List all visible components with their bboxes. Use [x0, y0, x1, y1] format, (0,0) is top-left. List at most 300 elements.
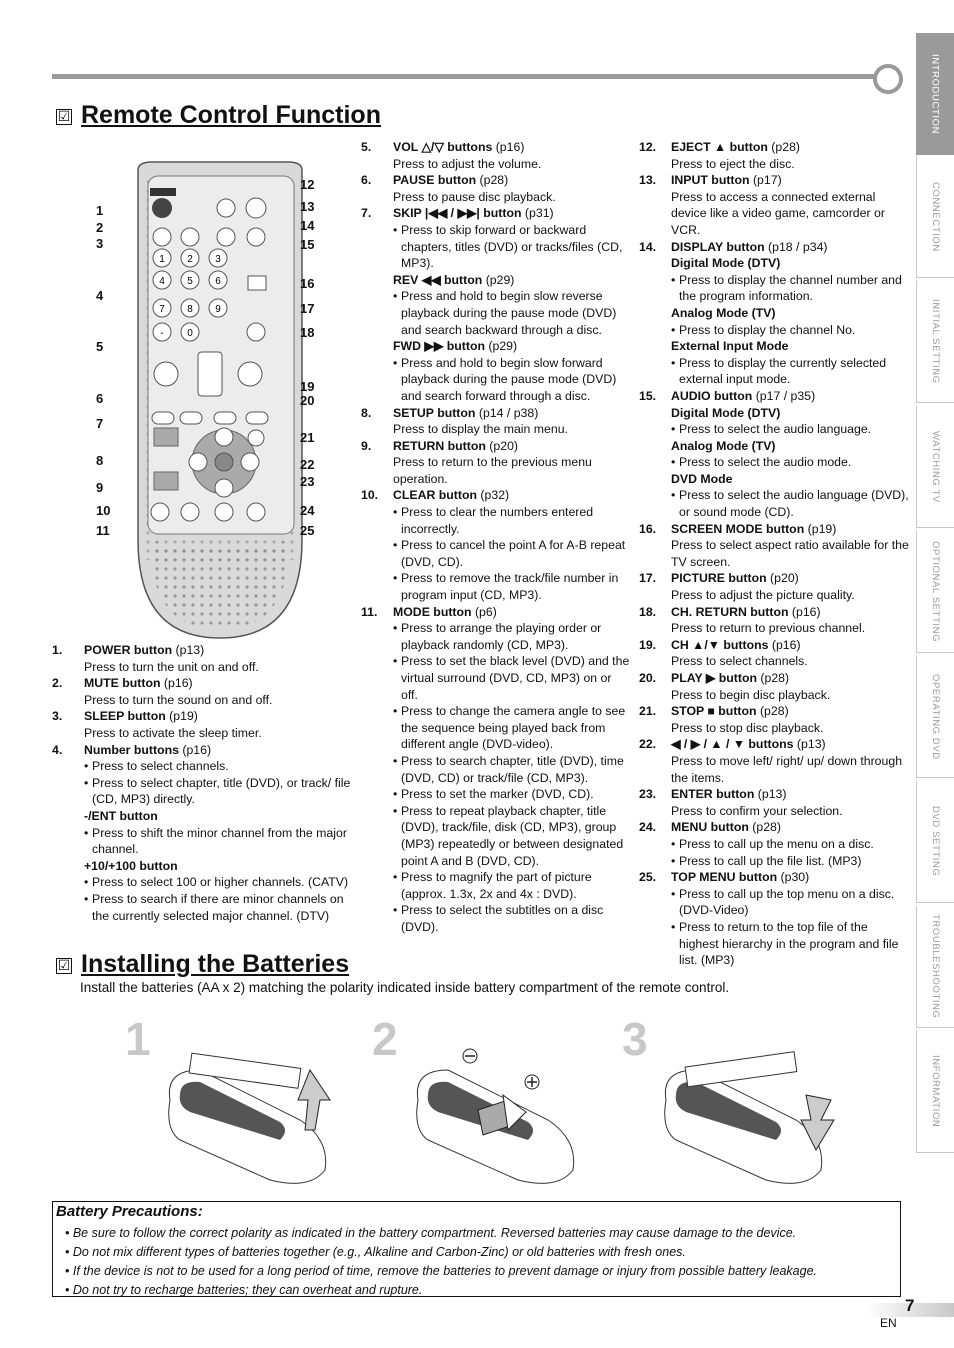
sub-heading	[671, 438, 909, 455]
item-desc: Press to return to previous channel.	[671, 621, 866, 636]
sub-heading	[671, 405, 909, 422]
item-body	[393, 487, 631, 603]
install-instructions: Install the batteries (AA x 2) matching the polarity indicated inside battery compartment of the remote control.	[80, 980, 730, 995]
item-desc: Press to eject the disc.	[671, 156, 795, 171]
step-number: 3	[622, 1013, 648, 1065]
bullet-dot: •	[393, 870, 398, 885]
bullet-text: Press to remove the track/file number in program input (CD, MP3).	[401, 571, 619, 603]
batteries-section-title: Installing the Batteries	[81, 950, 350, 978]
item-number: 9.	[361, 438, 372, 453]
item-heading	[393, 139, 631, 156]
button-name: PICTURE button	[671, 571, 767, 586]
item-body	[671, 869, 909, 969]
item-heading	[84, 675, 352, 692]
bullet-text: Press to call up the top menu on a disc. (DVD-Video)	[679, 886, 895, 918]
bullet-text: Press to cancel the point A for A-B repeat (DVD, CD).	[401, 538, 626, 569]
callout-number: 21	[300, 430, 315, 445]
button-description	[639, 736, 909, 786]
number-key-label: -	[160, 328, 164, 339]
bullet-item	[393, 288, 631, 338]
item-heading	[393, 604, 631, 621]
bullet-text: Press to repeat playback chapter, title (DVD), track/file, disk (CD, MP3), group (MP3) repeatedly or between designated point A and B (DVD, CD).	[401, 803, 624, 868]
button-name: ◀ / ▶ / ▲ / ▼ buttons	[671, 737, 794, 752]
bullet-item	[671, 919, 909, 969]
button-description	[639, 703, 909, 736]
item-desc: Press to select aspect ratio available for the TV screen.	[671, 538, 909, 569]
sub-heading-text: Analog Mode (TV)	[671, 305, 776, 320]
check-icon: ☑	[57, 108, 71, 124]
remote-control-drawing	[90, 160, 330, 640]
button-description	[639, 139, 909, 172]
item-desc: Press to confirm your selection.	[671, 803, 843, 818]
page-number: 7	[905, 1296, 915, 1315]
bullet-text: Press to set the marker (DVD, CD).	[401, 787, 594, 802]
item-number: 2.	[52, 676, 63, 691]
bullet-text: Press to select channels.	[92, 759, 229, 774]
bullet-dot: •	[393, 355, 398, 370]
sub-heading	[671, 471, 909, 488]
number-key-label: 6	[215, 276, 221, 287]
item-heading	[671, 819, 909, 836]
button-name: AUDIO button	[671, 388, 753, 403]
page-ref: (p30)	[777, 870, 810, 885]
button-description	[639, 172, 909, 238]
item-desc: Press to stop disc playback.	[671, 720, 824, 735]
sidebar-tab-label: INTRODUCTION	[929, 53, 941, 135]
callout-number: 6	[96, 391, 104, 406]
sidebar-tab-label: CONNECTION	[930, 181, 941, 252]
item-desc: Press to access a connected external device like a video game, camcorder or VCR.	[671, 189, 885, 237]
item-number: 23.	[639, 787, 657, 802]
item-heading	[84, 742, 352, 759]
item-heading	[671, 172, 909, 189]
callout-number: 13	[300, 199, 315, 214]
button-name: VOL △/▽ buttons	[393, 140, 493, 154]
bullet-item	[671, 322, 909, 339]
bullet-item	[393, 222, 631, 272]
bullet-item	[671, 272, 909, 305]
item-number: 16.	[639, 521, 657, 536]
button-name: CH ▲/▼ buttons	[671, 637, 769, 652]
bullet-text: Press to select 100 or higher channels. (CATV)	[92, 875, 349, 890]
item-body	[393, 139, 631, 172]
bullet-dot: •	[84, 775, 89, 790]
item-desc: Press to adjust the volume.	[393, 156, 542, 171]
item-number: 3.	[52, 709, 63, 724]
item-body	[671, 786, 909, 819]
sub-heading-text: DVD Mode	[671, 471, 733, 486]
sub-heading	[393, 272, 631, 289]
bullet-item	[671, 886, 909, 919]
item-desc: Press to adjust the picture quality.	[671, 588, 855, 603]
item-heading	[671, 736, 909, 753]
item-heading	[671, 637, 909, 654]
page-ref: (p28)	[767, 140, 800, 154]
number-key-label: 9	[215, 304, 221, 315]
sidebar-tab-label: OPERATING DVD	[930, 673, 941, 760]
item-number: 4.	[52, 742, 63, 757]
page-ref: (p16)	[768, 637, 801, 652]
bullet-item	[84, 891, 352, 924]
item-body	[84, 642, 352, 675]
header-rule	[52, 74, 880, 79]
bullet-item	[671, 421, 909, 438]
button-name: MENU button	[671, 820, 749, 835]
page-ref: (p13)	[754, 787, 787, 802]
button-description	[639, 239, 909, 388]
page-ref: (p20)	[766, 571, 799, 586]
item-body	[671, 736, 909, 786]
button-name: ENTER button	[671, 787, 755, 802]
button-list-column-3	[639, 139, 909, 969]
sub-heading	[393, 338, 631, 355]
sidebar-tab[interactable]	[916, 530, 954, 653]
precautions-list	[65, 1224, 817, 1300]
bullet-text: Press to set the black level (DVD) and the virtual surround (DVD, CD, MP3) on or off.	[401, 654, 630, 702]
item-desc: Press to turn the unit on and off.	[84, 659, 259, 674]
callout-number: 19	[300, 379, 315, 394]
button-description	[361, 205, 631, 404]
page-ref: (p31)	[521, 206, 554, 221]
bullet-text: Press to skip forward or backward chapters, titles (DVD) or tracks/files (CD, MP3).	[401, 222, 623, 271]
sub-heading-text: Analog Mode (TV)	[671, 438, 776, 453]
item-heading	[671, 139, 909, 156]
item-heading	[671, 670, 909, 687]
header-rule-circle	[873, 64, 903, 94]
language-code: EN	[880, 1316, 897, 1330]
bullet-text: Press to select the audio language.	[679, 422, 872, 437]
bullet-text: Press to clear the numbers entered incorrectly.	[401, 505, 594, 536]
bullet-dot: •	[671, 455, 676, 470]
precaution-item: • If the device is not to be used for a long period of time, remove the batteries to prevent damage or injury from possible battery leakage.	[65, 1264, 818, 1278]
item-body	[671, 703, 909, 736]
bullet-text: Press to return to the top file of the highest hierarchy in the program and file list. (MP3)	[679, 919, 899, 968]
sidebar-tab[interactable]	[916, 32, 954, 155]
bullet-text: Press and hold to begin slow reverse playback during the pause mode (DVD) and search backward through a disc.	[401, 289, 617, 337]
button-description	[52, 675, 352, 708]
item-desc: Press to move left/ right/ up/ down through the items.	[671, 753, 903, 785]
precaution-item: • Be sure to follow the correct polarity as indicated in the battery compartment. Reversed batteries may cause damage to the device.	[65, 1226, 797, 1240]
sidebar-tab[interactable]	[916, 155, 954, 278]
item-body	[393, 604, 631, 936]
page-ref: (p16)	[788, 604, 821, 619]
page-ref: (p13)	[793, 737, 826, 752]
sidebar-tab[interactable]	[916, 405, 954, 528]
bullet-text: Press to select the subtitles on a disc (DVD).	[401, 903, 604, 934]
number-key-label: 2	[187, 254, 193, 265]
sub-heading-text: FWD ▶▶ button	[393, 339, 485, 354]
callout-number: 4	[96, 288, 104, 303]
bullet-item	[671, 454, 909, 471]
sub-heading-text: REV ◀◀ button	[393, 272, 483, 287]
bullet-text: Press to search if there are minor channels on the currently selected major channel. (DTV)	[92, 891, 344, 923]
bullet-text: Press to display the channel number and the program information.	[679, 272, 902, 304]
item-heading	[671, 239, 909, 256]
button-description	[361, 487, 631, 603]
item-number: 22.	[639, 737, 657, 752]
item-number: 21.	[639, 704, 657, 719]
item-desc: Press to activate the sleep timer.	[84, 725, 262, 740]
button-name: CH. RETURN button	[671, 604, 789, 619]
item-number: 19.	[639, 637, 657, 652]
page-ref: (p14 / p38)	[475, 405, 539, 420]
sub-heading-text: External Input Mode	[671, 339, 789, 354]
item-body	[84, 675, 352, 708]
bullet-item	[84, 775, 352, 808]
page-ref: (p29)	[482, 272, 515, 287]
item-heading	[84, 708, 352, 725]
bullet-item	[393, 570, 631, 603]
bullet-text: Press to display the channel No.	[679, 322, 856, 337]
bullet-item	[671, 853, 909, 870]
button-description	[361, 438, 631, 488]
callout-number: 3	[96, 236, 104, 251]
button-description	[52, 742, 352, 925]
page-ref: (p28)	[756, 671, 790, 685]
page-ref: (p16)	[492, 140, 525, 154]
item-body	[393, 405, 631, 438]
sidebar-tab[interactable]	[916, 780, 954, 903]
button-name: Number buttons	[84, 742, 179, 757]
bullet-dot: •	[393, 505, 398, 520]
item-heading	[671, 869, 909, 886]
page-ref: (p20)	[485, 438, 519, 453]
page-ref: (p13)	[172, 643, 205, 657]
item-heading	[84, 642, 352, 659]
bullet-text: Press to arrange the playing order or playback randomly (CD, MP3).	[401, 621, 602, 652]
bullet-text: Press to select chapter, title (DVD), or track/ file (CD, MP3) directly.	[92, 775, 351, 807]
button-description	[361, 172, 631, 205]
sidebar-tab-label: WATCHING TV	[930, 430, 941, 503]
callout-number: 11	[96, 523, 110, 538]
button-name: SCREEN MODE button	[671, 521, 805, 536]
button-name: SLEEP button	[84, 709, 166, 724]
bullet-item	[393, 803, 631, 869]
bullet-item	[84, 825, 352, 858]
battery-step-1-illustration	[160, 1040, 340, 1190]
item-body	[671, 521, 909, 571]
button-name: PAUSE button	[393, 173, 477, 188]
item-desc: Press to turn the sound on and off.	[84, 692, 273, 707]
button-description	[361, 604, 631, 936]
bullet-item	[393, 753, 631, 786]
item-desc: Press to return to the previous menu operation.	[393, 455, 592, 486]
sidebar-tab-label: DVD SETTING	[930, 806, 941, 877]
item-desc: Press to display the main menu.	[393, 422, 568, 437]
bullet-dot: •	[393, 222, 398, 237]
callout-number: 9	[96, 480, 104, 495]
item-number: 15.	[639, 388, 657, 403]
bullet-text: Press to call up the menu on a disc.	[679, 836, 874, 851]
number-key-label: 3	[215, 254, 221, 265]
callout-number: 8	[96, 453, 104, 468]
item-body	[671, 637, 909, 670]
callout-number: 14	[300, 218, 315, 233]
sidebar-tab[interactable]	[916, 1030, 954, 1153]
sub-heading	[671, 338, 909, 355]
item-heading	[393, 172, 631, 189]
button-name: RETURN button	[393, 438, 486, 453]
callout-number: 24	[300, 503, 315, 518]
item-number: 20.	[639, 671, 657, 685]
bullet-item	[393, 869, 631, 902]
bullet-dot: •	[671, 488, 676, 503]
button-name: STOP ■ button	[671, 704, 757, 719]
callout-number: 7	[96, 416, 104, 431]
page-ref: (p18 / p34)	[764, 239, 828, 254]
callout-number: 16	[300, 276, 315, 291]
step-number: 1	[125, 1013, 151, 1065]
bullet-dot: •	[393, 654, 398, 669]
bullet-text: Press and hold to begin slow forward playback during the pause mode (DVD) and search forward through a disc.	[401, 355, 617, 403]
item-number: 8.	[361, 405, 372, 420]
number-key-label: 1	[159, 254, 165, 265]
callout-number: 22	[300, 457, 315, 472]
button-description	[639, 786, 909, 819]
page-ref: (p28)	[476, 173, 509, 188]
button-name: PLAY ▶ button	[671, 671, 757, 685]
page-ref: (p16)	[160, 676, 193, 691]
sub-heading-text: Digital Mode (DTV)	[671, 405, 781, 420]
button-name: TOP MENU button	[671, 870, 778, 885]
page-ref: (p32)	[477, 488, 510, 503]
precaution-item: • Do not try to recharge batteries; they can overheat and rupture.	[65, 1283, 423, 1297]
remote-section-title: Remote Control Function	[81, 101, 381, 129]
item-number: 11.	[361, 604, 378, 619]
button-description	[52, 642, 352, 675]
bullet-dot: •	[84, 875, 89, 890]
sidebar-tab[interactable]	[916, 905, 954, 1028]
button-description	[52, 708, 352, 741]
callout-number: 10	[96, 503, 111, 518]
bullet-dot: •	[393, 903, 398, 918]
battery-step-2-illustration	[408, 1040, 588, 1190]
page-ref: (p28)	[756, 704, 789, 719]
bullet-dot: •	[393, 753, 398, 768]
callout-number: 20	[300, 393, 315, 408]
button-description	[361, 405, 631, 438]
precaution-item: • Do not mix different types of batteries together (e.g., Alkaline and Carbon-Zinc) or old batteries with fresh ones.	[65, 1245, 686, 1259]
item-number: 24.	[639, 820, 657, 835]
sub-heading	[671, 255, 909, 272]
bullet-dot: •	[671, 919, 676, 934]
bullet-item	[393, 355, 631, 405]
callout-number: 12	[300, 177, 315, 192]
item-desc: Press to pause disc playback.	[393, 189, 556, 204]
page-ref: (p6)	[471, 604, 497, 619]
callout-number: 25	[300, 523, 315, 538]
item-number: 10.	[361, 488, 379, 503]
page-ref: (p17)	[749, 173, 782, 188]
item-number: 5.	[361, 140, 372, 154]
page-ref: (p19)	[165, 709, 198, 724]
sub-heading	[671, 305, 909, 322]
sidebar-tab-label: OPTIONAL SETTING	[930, 540, 941, 643]
button-name: INPUT button	[671, 173, 750, 188]
bullet-dot: •	[671, 355, 676, 370]
item-number: 1.	[52, 643, 63, 657]
item-body	[671, 570, 909, 603]
sub-heading	[84, 808, 352, 825]
bullet-dot: •	[393, 803, 398, 818]
button-name: POWER button	[84, 643, 173, 657]
item-desc: Press to begin disc playback.	[671, 687, 831, 702]
item-number: 17.	[639, 571, 657, 586]
item-number: 13.	[639, 173, 657, 188]
bullet-item	[671, 355, 909, 388]
bullet-item	[393, 537, 631, 570]
bullet-item	[84, 758, 352, 775]
bullet-item	[393, 902, 631, 935]
bullet-dot: •	[393, 621, 398, 636]
page-ref: (p29)	[484, 339, 518, 354]
button-description	[639, 388, 909, 521]
bullet-text: Press to magnify the part of picture (approx. 1.3x, 2x and 4x : DVD).	[401, 870, 592, 901]
bullet-text: Press to select the audio language (DVD), or sound mode (CD).	[679, 488, 909, 520]
button-description	[639, 570, 909, 603]
button-name: MODE button	[393, 604, 472, 619]
bullet-dot: •	[393, 787, 398, 802]
button-description	[639, 869, 909, 969]
bullet-item	[393, 620, 631, 653]
callout-number: 2	[96, 220, 104, 235]
sidebar-tab-label: INITIAL SETTING	[930, 299, 941, 384]
item-body	[393, 172, 631, 205]
sidebar-tab[interactable]	[916, 280, 954, 403]
item-body	[393, 205, 631, 404]
item-number: 18.	[639, 604, 657, 619]
item-heading	[671, 388, 909, 405]
bullet-dot: •	[671, 886, 676, 901]
item-body	[393, 438, 631, 488]
sidebar-tab-label: TROUBLESHOOTING	[930, 914, 941, 1019]
bullet-text: Press to display the currently selected external input mode.	[679, 355, 887, 387]
button-description	[639, 637, 909, 670]
bullet-item	[671, 836, 909, 853]
button-name: SETUP button	[393, 405, 476, 420]
item-body	[671, 239, 909, 388]
item-body	[671, 670, 909, 703]
bullet-item	[393, 504, 631, 537]
callout-number: 18	[300, 325, 315, 340]
bullet-item	[393, 786, 631, 803]
item-heading	[671, 703, 909, 720]
bullet-text: Press to call up the file list. (MP3)	[679, 853, 862, 868]
sidebar-tab-label: INFORMATION	[930, 1055, 941, 1128]
bullet-text: Press to shift the minor channel from the major channel.	[92, 825, 347, 857]
item-body	[671, 139, 909, 172]
page-ref: (p19)	[804, 521, 837, 536]
callout-number: 1	[96, 203, 104, 218]
button-description	[639, 819, 909, 869]
bullet-dot: •	[671, 836, 676, 851]
bullet-text: Press to change the camera angle to see the sequence being played back from different angle (DVD-video).	[401, 704, 626, 752]
bullet-dot: •	[393, 289, 398, 304]
callout-number: 17	[300, 301, 315, 316]
number-key-label: 8	[187, 304, 193, 315]
button-description	[361, 139, 631, 172]
item-body	[84, 742, 352, 925]
button-list-column-2	[361, 139, 631, 936]
precautions-title: Battery Precautions:	[56, 1203, 203, 1220]
button-description	[639, 604, 909, 637]
callout-number: 5	[96, 339, 104, 354]
button-list-column-1	[52, 642, 352, 924]
bullet-dot: •	[393, 538, 398, 553]
check-icon: ☑	[57, 957, 71, 973]
sidebar-tab[interactable]	[916, 655, 954, 778]
remote-illustration	[90, 160, 330, 640]
